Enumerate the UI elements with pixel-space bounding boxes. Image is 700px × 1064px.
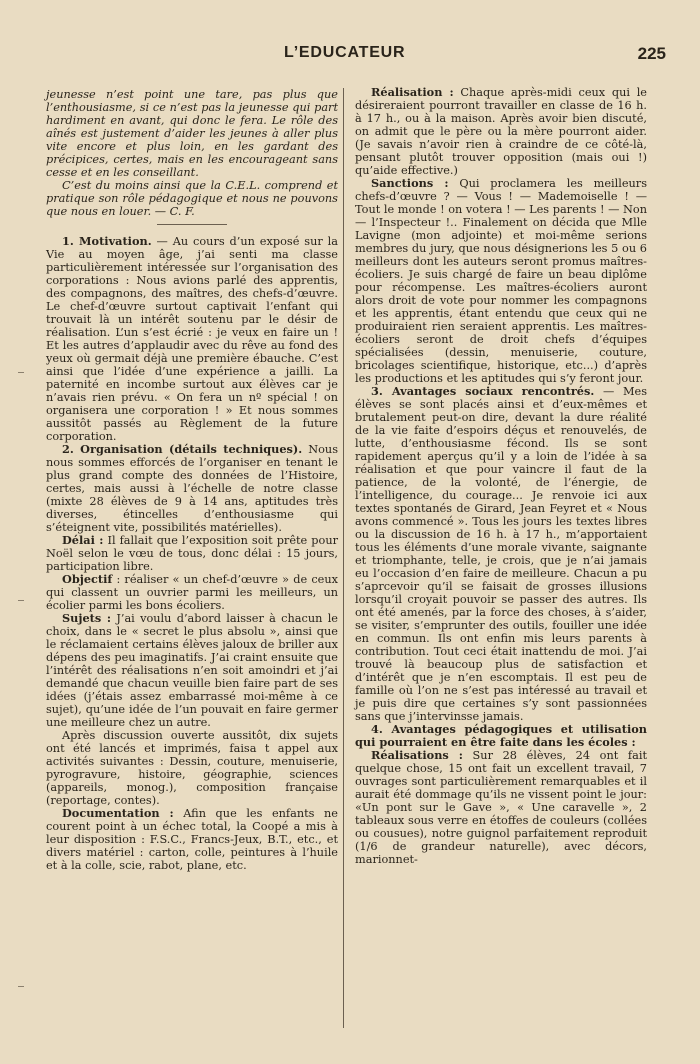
paragraph-sujets [46,612,338,729]
paragraph-realisations [355,749,647,866]
subheading: Réalisations : [371,748,463,762]
subheading: Réalisation : [371,85,454,99]
quote-paragraph-2: C’est du moins ainsi que la C.E.L. comprend et pratique son rôle pédagogique et nous ne pouvons que nous en louer. — C. F. [46,179,338,218]
paragraph-delai [46,534,338,573]
section-avantages-pedagogiques-heading: 4. Avantages pédagogiques et utilisation qui pourraient en être faite dans les écoles : [355,722,647,749]
paragraph-realisation [355,86,647,177]
paragraph-text: Sur 28 élèves, 24 ont fait quelque chose, 15 ont fait un excellent travail, 7 ouvrages sont particulièrement remarquables et il aurait été dommage qu’ils ne vissent point le jour: «Un pont sur le Gave », « Une caravelle », 2 tableaux sous verre en étoffes de couleurs (collées ou cousues), notre guignol parfaitement reproduit (1/6 de grandeur naturelle), avec décors, marionnet- [355,749,647,866]
section-motivation [46,235,338,443]
subheading: Sanctions : [371,176,449,190]
section-heading: 3. Avantages sociaux rencontrés. [371,384,595,398]
paragraph-objectif [46,573,338,612]
section-heading: 2. Organisation (détails techniques). [62,442,303,456]
paragraph-text: Qui proclamera les meilleurs chefs-d’œuvre ? — Vous ! — Mademoiselle ! — Tout le monde ! on votera ! — Les parents ! — Non — l’Inspecteur !.. Finalement on décida que Mlle Lavigne (mon adjointe) et moi-même serions membres du jury, que nous désignerions les 5 ou 6 meilleurs dont les auteurs seront promus maîtres-écoliers. Je suis chargé de faire un beau diplôme pour récompense. Les maîtres-écoliers auront alors droit de vote pour nommer les compagnons et les apprentis, étant entendu que ceux qui ne produiraient rien seraient apprentis. Les maîtres-écoliers seront de droit chefs d’équipes spécialisées (dessin, menuiserie, couture, bricolages scientifique, historique, etc...) d’après les productions et les aptitudes qui s’y feront jour. [355,177,647,385]
paragraph-text: : réaliser « un chef-d’œuvre » de ceux qui classent un ouvrier parmi les meilleurs, un écolier parmi les bons écoliers. [46,573,338,612]
left-column [46,88,338,872]
section-organisation [46,443,338,534]
column-rule [343,88,344,1028]
paragraph-sanctions [355,177,647,385]
section-text: — Au cours d’un exposé sur la Vie au moyen âge, j’ai senti ma classe particulièrement intéressée sur l’organisation des corporations : Nous avions parlé des apprentis, des compagnons, des maîtres, des chefs-d’œuvre. Le chef-d’œuvre surtout captivait l’enfant qui trouvait là un intérêt soutenu par le désir de réalisation. L’un s’est écrié : je veux en faire un ! Et les autres d’applaudir avec du rêve au fond des yeux où germait déjà une première ébauche. C’est ainsi que l’idée d’une expérience a jailli. La paternité en incombe surtout aux élèves car je n’avais rien prévu. « On fera un nº spécial ! on organisera une corporation ! » Et nous sommes aussitôt passés au Règlement de la future corporation. [46,235,338,443]
running-header [34,44,666,68]
paragraph-text: Afin que les enfants ne courent point à un échec total, la Coopé a mis à leur disposition : F.S.C., Francs-Jeux, B.T., etc., et divers matériel : carton, colle, peintures à l’huile et à la colle, scie, rabot, plane, etc. [46,807,338,872]
right-column [355,86,647,866]
section-separator [157,224,227,225]
subheading: Objectif [62,572,113,586]
paragraph-text: Chaque après-midi ceux qui le désireraient pourront travailler en classe de 16 h. à 17 h., ou à la maison. Après avoir bien discuté, on admit que le père ou la mère pourront aider. (Je savais n’avoir rien à craindre de ce côté-là, pensant plutôt trouver opposition (mais oui !) qu’aide effective.) [355,86,647,177]
journal-title: L’EDUCATEUR [284,44,406,61]
subheading: Documentation : [62,806,174,820]
paragraph-text: Il fallait que l’exposition soit prête pour Noël selon le vœu de tous, donc délai : 15 jours, participation libre. [46,534,338,573]
subheading: Délai : [62,533,104,547]
section-avantages-sociaux [355,385,647,723]
paragraph-apres: Après discussion ouverte aussitôt, dix sujets ont été lancés et imprimés, faisa t appel aux activités suivantes : Dessin, couture, menuiserie, pyrogravure, histoire, géographie, sciences (appareils, monog.), composition française (reportage, contes). [46,729,338,807]
page-number: 225 [637,44,666,63]
margin-mark [18,986,24,987]
section-text: Nous nous sommes efforcés de l’organiser en tenant le plus grand compte des données de l’Histoire, certes, mais aussi à l’échelle de notre classe (mixte 28 élèves de 9 à 14 ans, aptitudes très diverses, étincelles d’enthousiasme qui s’éteignent vite, possibilités matérielles). [46,443,338,534]
paragraph-text: J’ai voulu d’abord laisser à chacun le choix, dans le « secret le plus absolu », ainsi que le réclamaient certains élèves jaloux de briller aux dépens des peu imaginatifs. J’ai craint ensuite que l’intérêt des réalisations n’en soit amoindri et j’ai demandé que chacun veuille bien faire part de ses idées (j’étais assez embarrassé moi-même à ce sujet), qu’une idée de l’un pouvait en faire germer une meilleure chez un autre. [46,612,338,729]
subheading: Sujets : [62,611,112,625]
paragraph-documentation [46,807,338,872]
margin-mark [18,372,24,373]
margin-mark [18,600,24,601]
section-text: — Mes élèves se sont placés ainsi et d’eux-mêmes et brutalement peut-on dire, devant la dure réalité de la vie faite d’espoirs déçus et renouvelés, de lutte, d’enthousiasme fécond. Ils se sont rapidement aperçus qu’il y a loin de l’idée à sa réalisation et que pour vaincre il faut de la patience, de la volonté, de l’énergie, de l’intelligence, du courage... Je renvoie ici aux textes spontanés de Girard, Jean Feyret et « Nous avons commencé ». Tous les jours les textes libres ou la discussion de 16 h. à 17 h., m’apportaient tous les éléments d’une morale vivante, saignante et triomphante, telle, je crois, que je n’ai jamais eu l’occasion d’en faire de meilleure. Chacun a pu s’aprcevoir qu’il se faisait de grosses illusions lorsqu’il croyait pouvoir se passer des autres. Ils ont été amenés, par la force des choses, à s’aider, se visiter, s’emprunter des outils, fouiller une idée en commun. Ils ont enfin mis leurs parents à contribution. Tout ceci était inattendu de moi. J’ai trouvé là beaucoup plus de satisfaction et d’intérêt que je n’en escomptais. Il est peu de famille où l’on ne s’est pas intéressé au travail et je puis dire que certaines s’y sont passionnées sans que j’intervinsse jamais. [355,385,648,723]
section-heading: 1. Motivation. [62,234,152,248]
quote-paragraph: jeunesse n’est point une tare, pas plus que l’enthousiasme, si ce n’est pas la jeunesse qui part hardiment en avant, qui donc le fera. Le rôle des aînés est justement d’aider les jeunes à aller plus vite encore et plus loin, en les gardant des précipices, certes, mais en les encourageant sans cesse et en les conseillant. [46,88,338,179]
